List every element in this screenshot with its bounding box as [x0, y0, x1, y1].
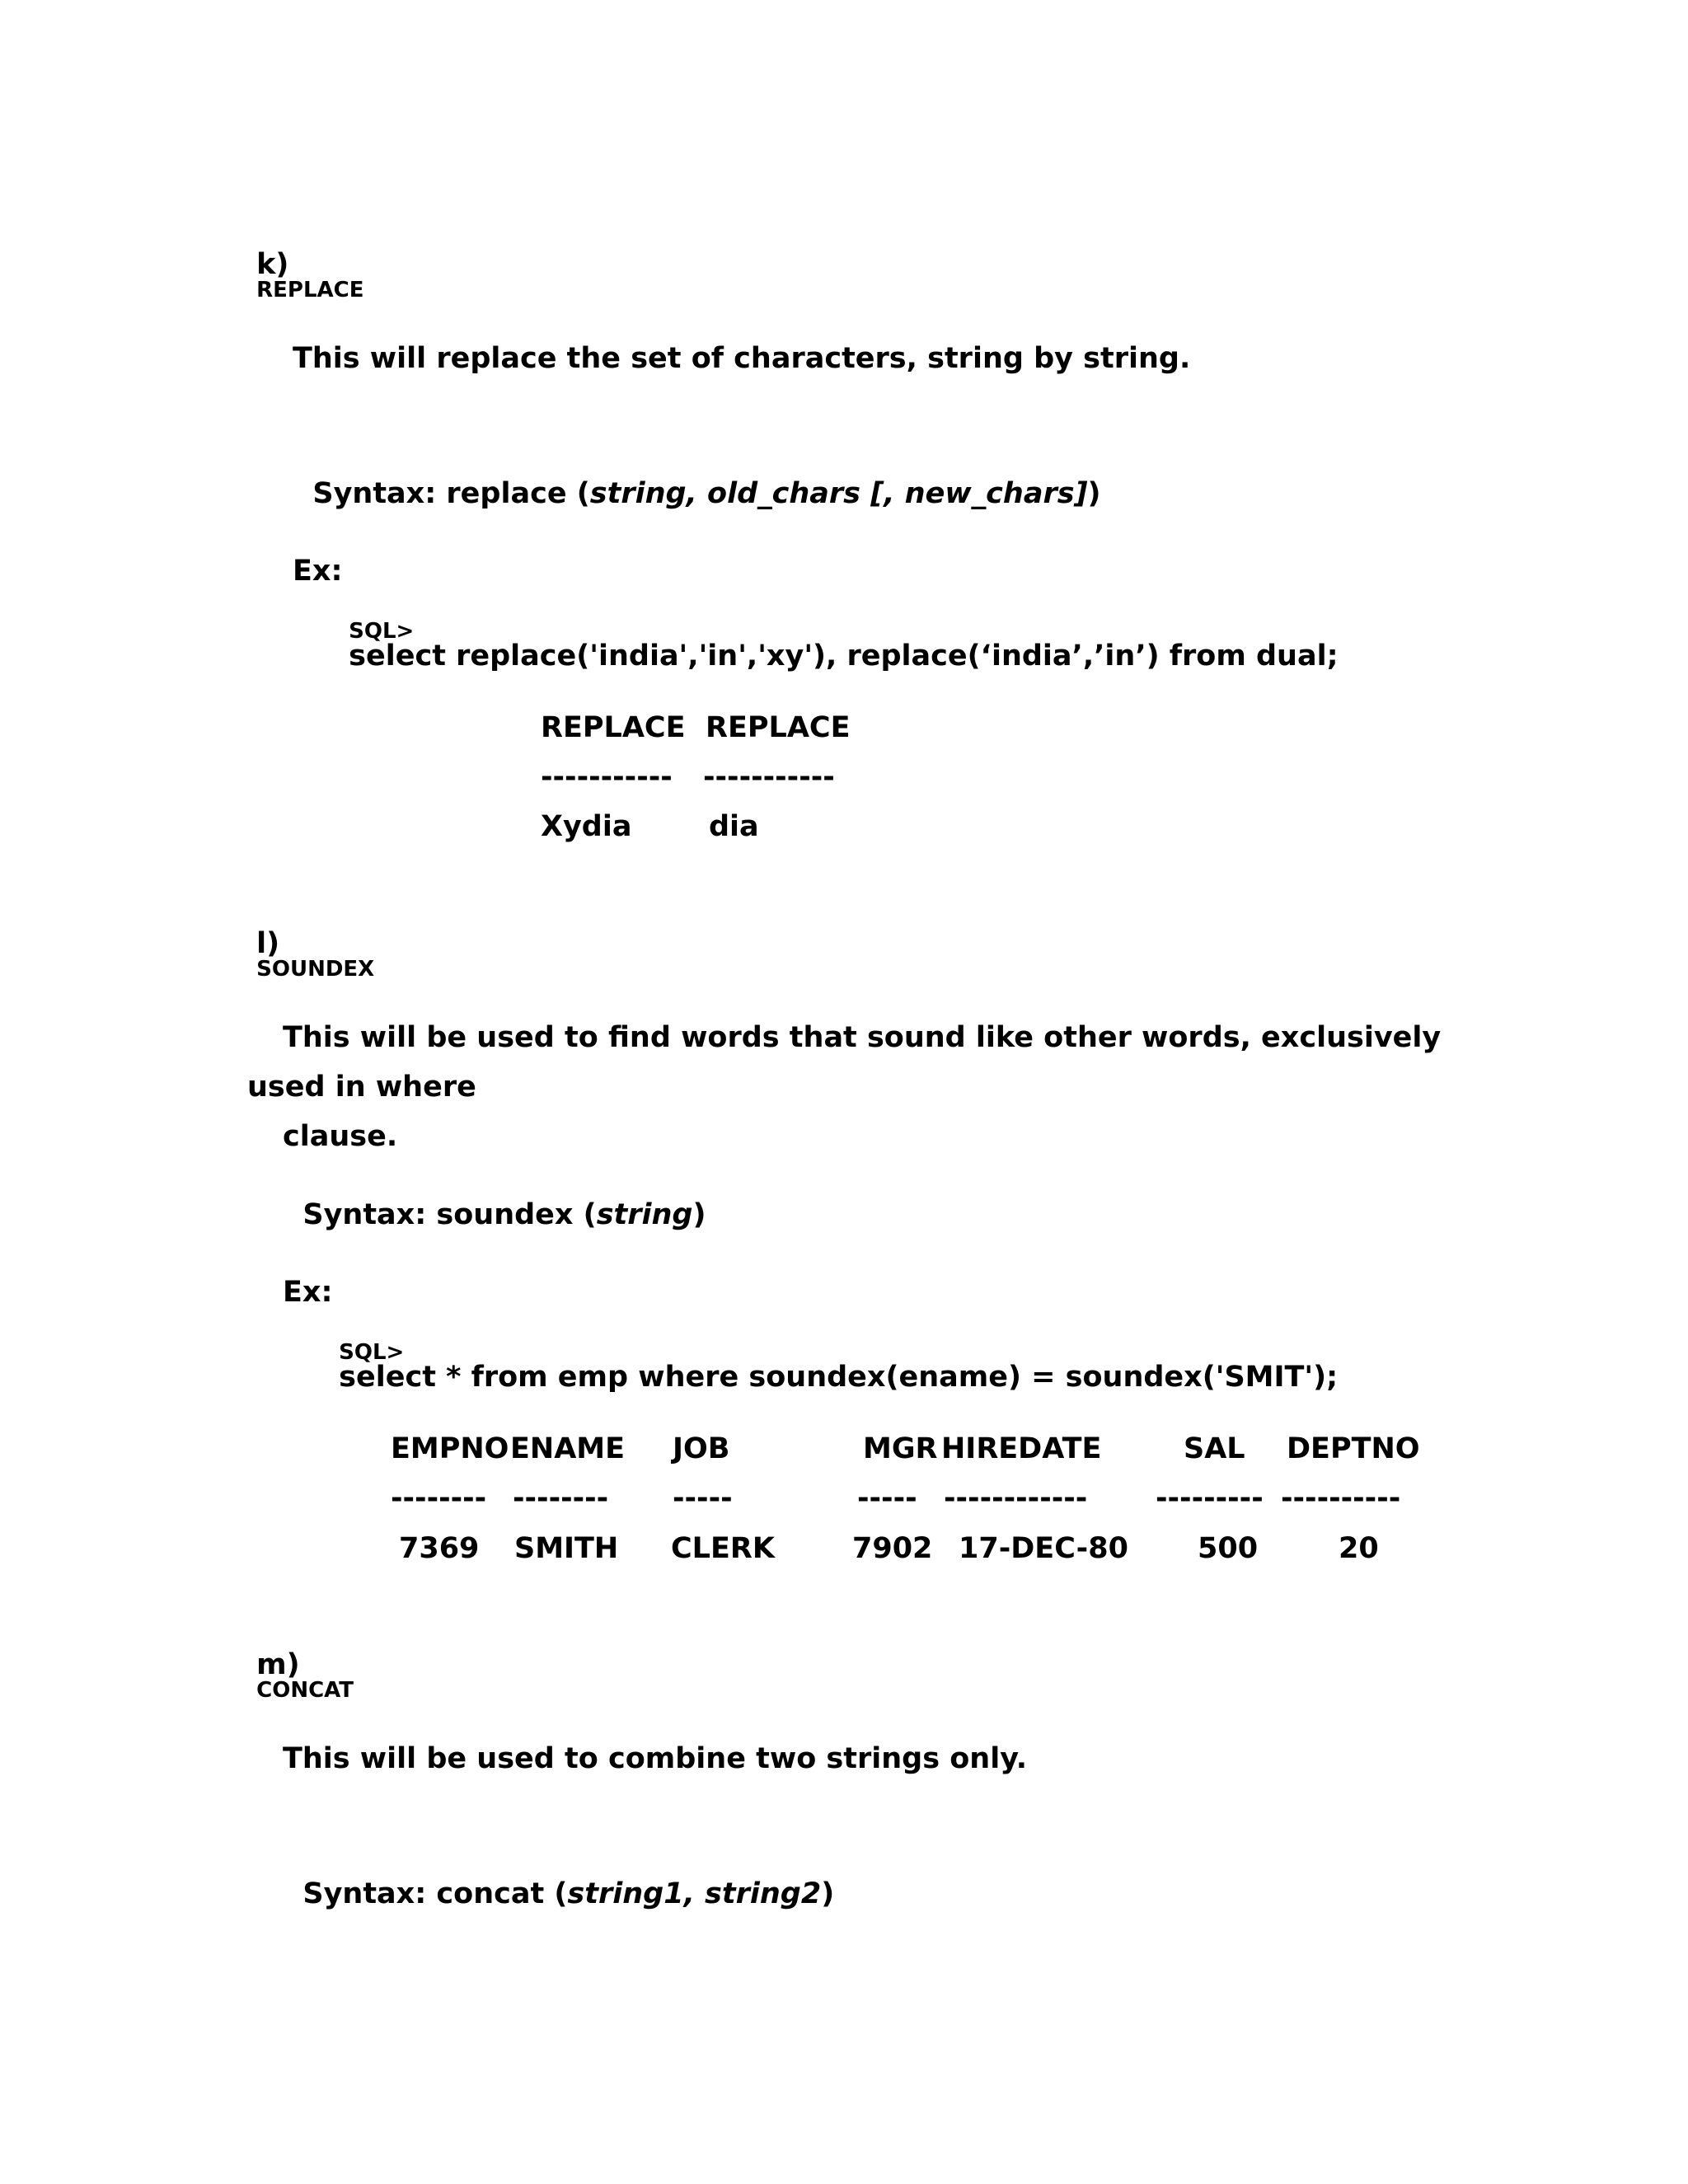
section-heading-soundex: [247, 916, 374, 980]
result-separator: ----------: [1281, 1482, 1401, 1515]
result-cell: CLERK: [671, 1532, 775, 1565]
syntax-suffix: ): [692, 1198, 706, 1231]
soundex-description-line1: This will be used to find words that sound like other words, exclusively: [283, 1021, 1442, 1054]
syntax-prefix: Syntax: soundex (: [302, 1198, 597, 1231]
sql-prompt: SQL>: [339, 1340, 405, 1365]
result-separator: -----------: [541, 761, 673, 794]
result-header: REPLACE: [541, 711, 686, 744]
syntax-prefix: Syntax: replace (: [312, 477, 590, 510]
syntax-suffix: ): [1087, 477, 1101, 510]
result-separator: ---------: [1156, 1482, 1264, 1515]
syntax-prefix: Syntax: concat (: [302, 1877, 568, 1910]
result-cell: dia: [709, 810, 759, 843]
result-header: EMPNO: [391, 1432, 509, 1465]
soundex-ex-label: Ex:: [283, 1276, 333, 1309]
section-heading-concat: [247, 1638, 354, 1701]
result-separator: --------: [513, 1482, 609, 1515]
replace-description: This will replace the set of characters, string by string.: [293, 342, 1191, 375]
result-cell: 7902: [852, 1532, 933, 1565]
section-label: k): [256, 248, 289, 281]
section-title: CONCAT: [256, 1678, 354, 1703]
soundex-description-line2: used in where: [247, 1071, 476, 1104]
replace-sql-line: [340, 607, 1339, 671]
result-cell: 7369: [399, 1532, 480, 1565]
result-header: JOB: [673, 1432, 730, 1465]
result-header: ENAME: [510, 1432, 626, 1465]
concat-description: This will be used to combine two strings only.: [283, 1742, 1028, 1775]
result-separator: -----------: [703, 761, 835, 794]
result-cell: Xydia: [541, 810, 632, 843]
section-heading-replace: [247, 237, 364, 301]
soundex-description-line3: clause.: [283, 1120, 398, 1153]
soundex-sql-line: [330, 1329, 1338, 1392]
section-title: SOUNDEX: [256, 957, 375, 982]
result-cell: SMITH: [514, 1532, 619, 1565]
sql-prompt: SQL>: [349, 619, 415, 644]
sql-query: select * from emp where soundex(ename) = soundex('SMIT');: [339, 1361, 1339, 1394]
result-cell: 500: [1198, 1532, 1259, 1565]
result-cell: 17-DEC-80: [959, 1532, 1128, 1565]
section-label: l): [256, 927, 280, 960]
concat-syntax: [283, 1851, 834, 1909]
result-separator: --------: [391, 1482, 487, 1515]
replace-ex-label: Ex:: [293, 555, 343, 588]
result-header: HIREDATE: [941, 1432, 1102, 1465]
syntax-args: string1, string2: [567, 1877, 822, 1910]
section-label: m): [256, 1648, 300, 1681]
result-header: REPLACE: [706, 711, 851, 744]
sql-query: select replace('india','in','xy'), replace(‘india’,’in’) from dual;: [349, 640, 1339, 673]
result-header: SAL: [1184, 1432, 1245, 1465]
result-separator: -----: [857, 1482, 917, 1515]
replace-syntax: [293, 451, 1101, 509]
syntax-suffix: ): [821, 1877, 835, 1910]
soundex-syntax: [283, 1172, 706, 1230]
result-separator: ------------: [944, 1482, 1088, 1515]
result-header: MGR: [863, 1432, 938, 1465]
result-header: DEPTNO: [1287, 1432, 1420, 1465]
result-separator: -----: [673, 1482, 733, 1515]
syntax-args: string, old_chars [, new_chars]: [589, 477, 1088, 510]
result-cell: 20: [1339, 1532, 1379, 1565]
syntax-args: string: [596, 1198, 693, 1231]
section-title: REPLACE: [256, 278, 364, 302]
